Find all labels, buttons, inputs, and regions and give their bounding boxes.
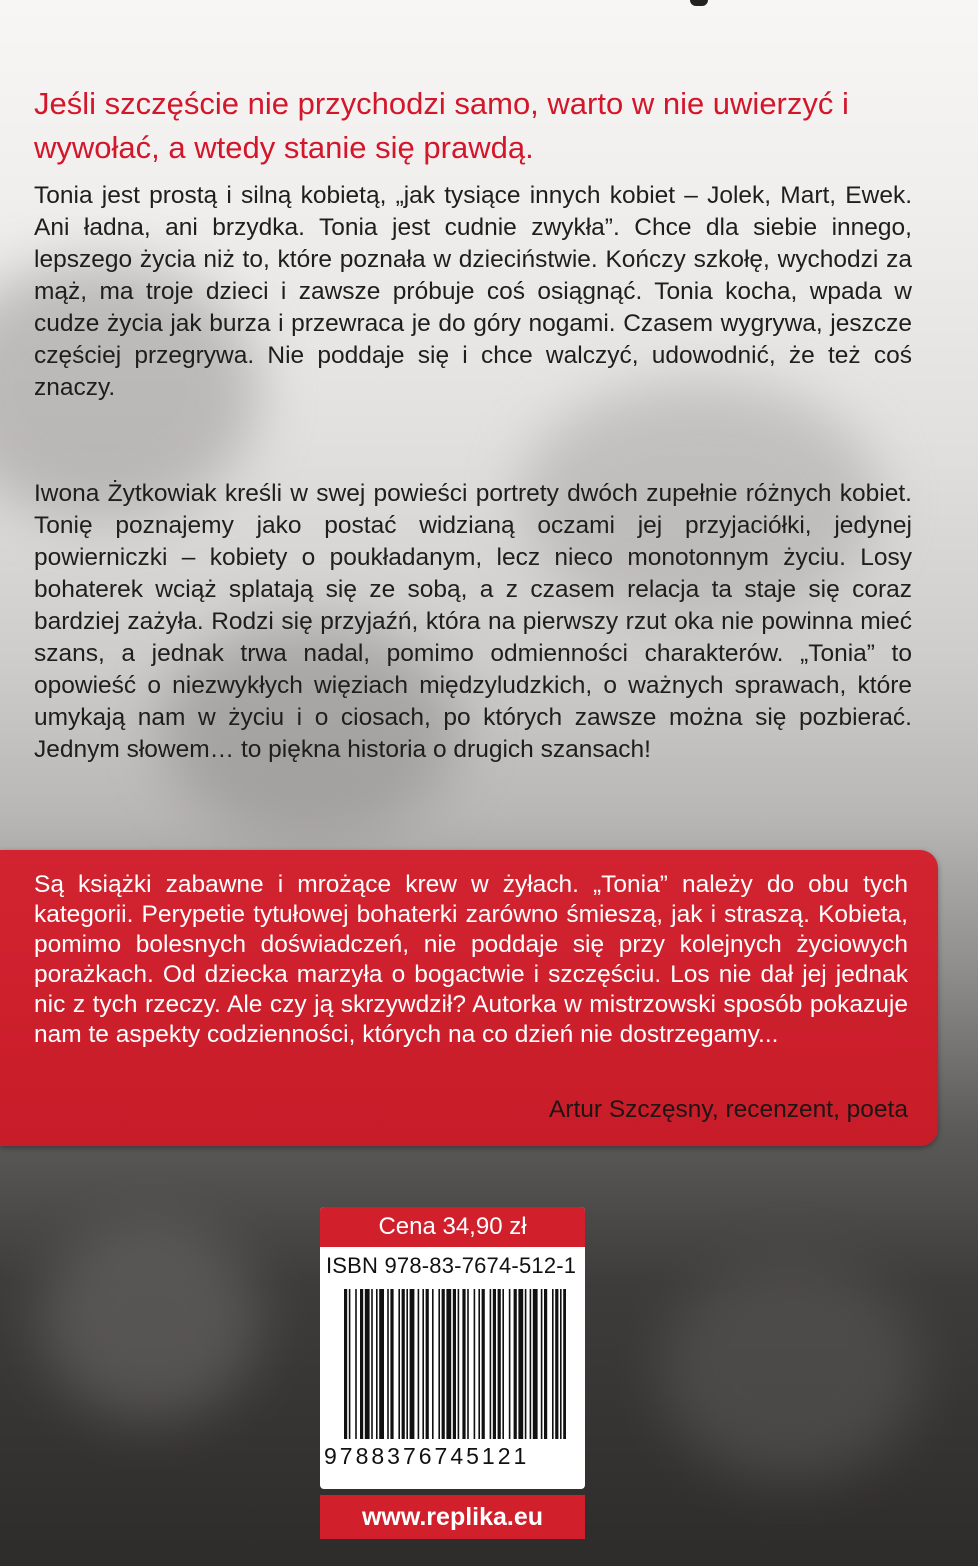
barcode-bar <box>379 1289 384 1439</box>
review-box <box>0 850 938 1146</box>
barcode-bar <box>533 1289 538 1439</box>
barcode-bar <box>355 1289 357 1439</box>
barcode-bar <box>458 1289 460 1439</box>
barcode-bar <box>426 1289 429 1439</box>
barcode-bar <box>402 1289 405 1439</box>
barcode-bar <box>544 1289 547 1439</box>
barcode-bar <box>376 1289 378 1439</box>
barcode-bar <box>387 1289 389 1439</box>
blurb-paragraph-1: Tonia jest prostą i silną kobietą, „jak tysiące innych kobiet – Jolek, Mart, Ewek. Ani ładna, ani brzydka. Tonia jest cudnie zwykła”. Chce dla siebie innego, lepszego życia niż to, które poznała w dzieciństwie. Kończy szkołę, wychodzi za mąż, ma troje dzieci i zawsze próbuje coś osiągnąć. Tonia kocha, wpada w cudze życia jak burza i przewraca je do góry nogami. Czasem wygrywa, jeszcze częściej przegrywa. Nie poddaje się i chce walczyć, udowodnić, że też coś znaczy. <box>34 182 912 401</box>
barcode-digits: 9788376745121 <box>324 1443 530 1469</box>
review-author: Artur Szczęsny, recenzent, poeta <box>548 1096 908 1123</box>
barcode-bar <box>509 1289 511 1439</box>
blurb-paragraph-2: Iwona Żytkowiak kreśli w swej powieści portrety dwóch zupełnie różnych kobiet. Tonię poznajemy jako postać widzianą oczami jej przyjaciółki, jedynej powierniczki – kobiety o poukładanym, lecz nieco monotonnym życiu. Losy bohaterek wciąż splatają się ze sobą, a z czasem relacja ta staje się coraz bardziej zażyła. Rodzi się przyjaźń, która na pierwszy rzut oka nie powinna mieć szans, a jednak trwa nadal, pomimo odmienności charakterów. „Tonia” to opowieść o niezwykłych więziach międzyludzkich, o ważnych sprawach, które umykają nam w życiu i o ciosach, po których zawsze można się pozbierać. Jednym słowem… to piękna historia o drugich szansach! <box>34 480 912 763</box>
background-bokeh <box>660 1260 920 1480</box>
barcode-bar <box>490 1289 492 1439</box>
barcode-bar <box>514 1289 517 1439</box>
isbn-label: ISBN 978-83-7674-512-1 <box>326 1253 577 1278</box>
barcode-bar <box>467 1289 469 1439</box>
barcode-icon <box>344 1289 566 1439</box>
barcode-bar <box>482 1289 485 1439</box>
barcode-bar <box>418 1289 420 1439</box>
barcode-bar <box>410 1289 415 1439</box>
barcode-bar <box>478 1289 480 1439</box>
barcode-bar <box>541 1289 543 1439</box>
barcode-bar <box>493 1289 496 1439</box>
barcode-bar <box>555 1289 558 1439</box>
price-label: Cena 34,90 zł <box>320 1207 585 1247</box>
barcode-bar <box>502 1289 504 1439</box>
headline: Jeśli szczęście nie przychodzi samo, warto w nie uwierzyć i wywołać, a wtedy stanie się prawdą. <box>34 86 849 165</box>
barcode-bar <box>344 1289 347 1439</box>
barcode-bar <box>563 1289 566 1439</box>
barcode-bar <box>349 1289 351 1439</box>
background-bokeh <box>40 1220 260 1420</box>
barcode-bar <box>462 1289 465 1439</box>
barcode-bar <box>525 1289 527 1439</box>
barcode-bar <box>552 1289 554 1439</box>
barcode-bar <box>446 1289 451 1439</box>
barcode-bar <box>498 1289 501 1439</box>
review-quote: Są książki zabawne i mrożące krew w żyłach. „Tonia” należy do obu tych kategorii. Perypetie tytułowej bohaterki zarówno śmieszą, jak i straszą. Kobieta, pomimo bolesnych doświadczeń, nie poddaje się przy kolejnych życiowych porażkach. Od dziecka marzyła o bogactwie i szczęściu. Los nie dał jej jednak nic z tych rzeczy. Ale czy ją skrzywdził? Autorka w mistrzowski sposób pokazuje nam te aspekty codzienności, których na co dzień nie dostrzegamy... <box>34 871 908 1048</box>
barcode-bar <box>438 1289 440 1439</box>
barcode-bar <box>442 1289 445 1439</box>
barcode-bar <box>432 1289 434 1439</box>
barcode-bar <box>422 1289 424 1439</box>
barcode-bar <box>560 1289 562 1439</box>
barcode-bar <box>518 1289 523 1439</box>
barcode-bar <box>360 1289 363 1439</box>
barcode-bar <box>474 1289 476 1439</box>
barcode-bar <box>530 1289 532 1439</box>
price-barcode-panel <box>320 1207 585 1489</box>
barcode-bar <box>390 1289 393 1439</box>
cover-notch <box>690 0 708 6</box>
barcode-bar <box>453 1289 456 1439</box>
barcode-bar <box>398 1289 400 1439</box>
barcode-bar <box>371 1289 373 1439</box>
publisher-website: www.replika.eu <box>320 1495 585 1539</box>
barcode-bar <box>406 1289 408 1439</box>
barcode-bar <box>365 1289 370 1439</box>
